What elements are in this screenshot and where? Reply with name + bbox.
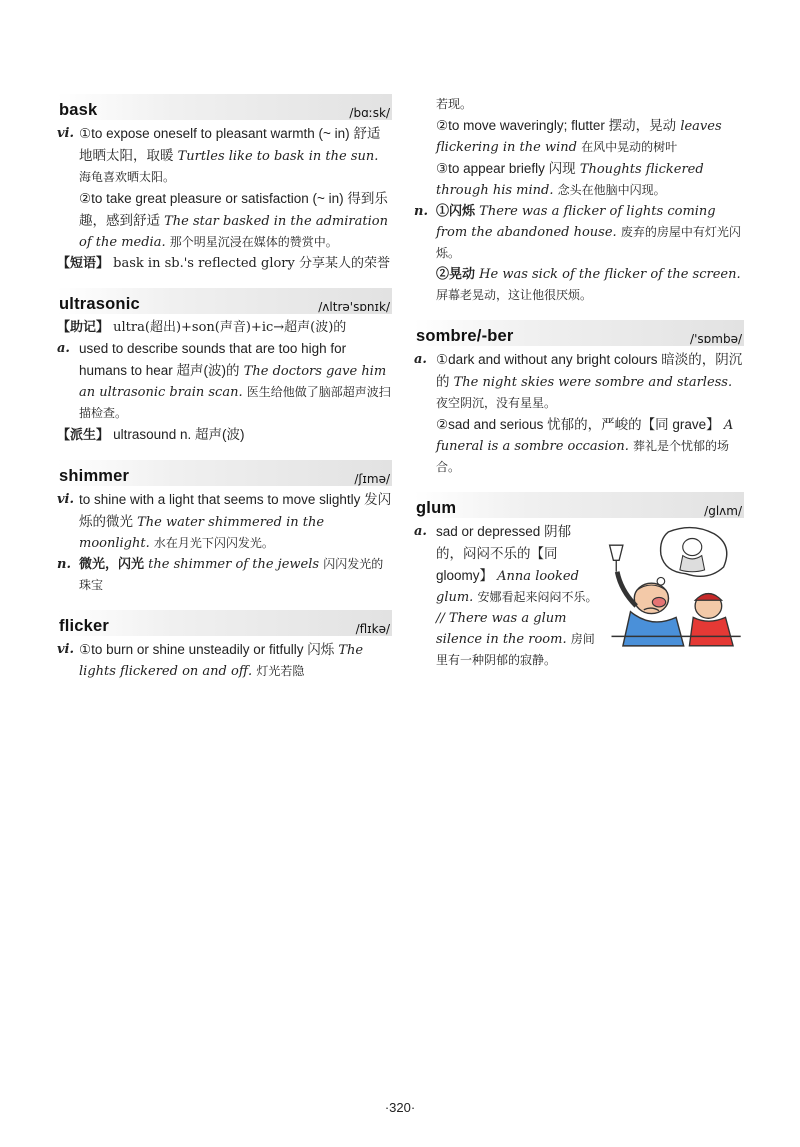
memo-tag: 【助记】 xyxy=(57,320,110,335)
page-number: ·320· xyxy=(384,1100,416,1115)
pronunciation: /bɑːsk/ xyxy=(349,106,390,120)
example-translation: 灯光若隐 xyxy=(256,664,305,678)
headword: flicker xyxy=(59,617,110,635)
definition: used to describe sounds that are too high for humans to hear 超声(波)的 xyxy=(79,341,347,378)
example: Turtles like to bask in the sun. xyxy=(177,149,379,164)
definition: ①闪烁 xyxy=(436,204,476,219)
sense xyxy=(414,158,744,201)
dream-figure-head xyxy=(682,539,701,556)
definition: ②晃动 xyxy=(436,267,476,282)
entry-shimmer xyxy=(57,460,392,596)
entry-header xyxy=(414,492,744,518)
derivative-tag: 【派生】 xyxy=(57,428,110,443)
example-translation: 海龟喜欢晒太阳。 xyxy=(79,170,176,184)
glum-body xyxy=(414,521,744,671)
example: The star basked in the admiration of the media. xyxy=(79,214,388,250)
example: The lights flickered on and off. xyxy=(79,643,364,679)
entry-header xyxy=(57,288,392,314)
entry-flicker xyxy=(57,610,392,682)
definition: ②to move waveringly; flutter 摆动，晃动 xyxy=(436,118,677,133)
sense xyxy=(414,264,744,306)
phrase-text: bask in sb.'s reflected glory 分享某人的荣誉 xyxy=(113,256,390,271)
example-translation: 医生给他做了脑部超声波扫描检查。 xyxy=(79,385,391,420)
example-translation: 若现。 xyxy=(436,97,473,111)
glass xyxy=(609,545,622,560)
example-translation: 水在月光下闪闪发光。 xyxy=(153,536,274,550)
part-of-speech: vi. xyxy=(57,492,75,507)
memo-text: ultra(超出)+son(声音)+ic→超声(波)的 xyxy=(113,320,347,335)
pronunciation: /ʃɪmə/ xyxy=(354,472,390,486)
definition: ①to expose oneself to pleasant warmth (~ in) 舒适地晒太阳，取暖 xyxy=(79,126,381,163)
entry-glum xyxy=(414,492,744,671)
glum-arm xyxy=(617,572,636,606)
derivative-note xyxy=(57,424,392,446)
definition: ③to appear briefly 闪现 xyxy=(436,161,576,176)
example-translation: 废弃的房屋中有灯光闪烁。 xyxy=(436,225,741,260)
definition: 微光，闪光 xyxy=(79,557,145,572)
definition: ②sad and serious 忧郁的，严峻的【同 grave】 xyxy=(436,417,720,432)
example: leaves flickering in the wind xyxy=(436,119,722,155)
example: There was a glum silence in the room. xyxy=(436,611,567,647)
separator: // xyxy=(436,611,445,626)
example-translation: 葬礼是个忧郁的场合。 xyxy=(436,439,729,474)
example-translation: 夜空阴沉，没有星星。 xyxy=(436,396,557,410)
sense xyxy=(414,349,744,414)
part-of-speech: vi. xyxy=(57,642,75,657)
second-body xyxy=(689,617,733,646)
derivative-text: ultrasound n. 超声(波) xyxy=(113,427,245,442)
headword: sombre/-ber xyxy=(416,327,514,345)
example: The night skies were sombre and starless. xyxy=(453,375,733,390)
example: He was sick of the flicker of the screen. xyxy=(479,267,741,282)
example: The doctors gave him an ultrasonic brain scan. xyxy=(79,364,387,400)
headword: glum xyxy=(416,499,457,517)
left-column xyxy=(57,94,392,696)
phrase-note xyxy=(57,253,392,274)
example: The water shimmered in the moonlight. xyxy=(79,515,325,551)
glum-body xyxy=(622,612,683,646)
sense xyxy=(414,521,598,671)
pronunciation: /ʌltrə'sɒnɪk/ xyxy=(318,300,390,314)
part-of-speech: a. xyxy=(57,341,70,356)
pronunciation: /'sɒmbə/ xyxy=(690,332,742,346)
glum-nose xyxy=(652,597,665,607)
pronunciation: /glʌm/ xyxy=(704,504,742,518)
example-translation: 安娜看起来闷闷不乐。 xyxy=(477,590,598,604)
entry-header xyxy=(57,460,392,486)
example: Thoughts flickered through his mind. xyxy=(436,162,704,198)
headword: shimmer xyxy=(59,467,130,485)
headword: bask xyxy=(59,101,98,119)
definition: ②to take great pleasure or satisfaction (~ in) 得到乐趣，感到舒适 xyxy=(79,191,388,228)
entry-ultrasonic xyxy=(57,288,392,446)
example-translation: 那个明星沉浸在媒体的赞赏中。 xyxy=(169,235,338,249)
sense xyxy=(57,188,392,253)
entry-flicker-continued xyxy=(414,94,744,306)
definition: sad or depressed 阴郁的，闷闷不乐的【同 gloomy】 xyxy=(436,524,572,583)
sense xyxy=(57,489,392,554)
sense xyxy=(57,554,392,596)
example-translation: 念头在他脑中闪现。 xyxy=(557,183,666,197)
sense xyxy=(414,115,744,158)
entry-bask xyxy=(57,94,392,274)
pronunciation: /flɪkə/ xyxy=(355,622,390,636)
example: A funeral is a sombre occasion. xyxy=(436,418,734,454)
entry-header xyxy=(57,94,392,120)
definition: ①dark and without any bright colours 暗淡的，阴沉的 xyxy=(436,352,743,389)
sense xyxy=(414,201,744,264)
example: the shimmer of the jewels xyxy=(148,557,320,572)
part-of-speech: n. xyxy=(57,557,71,572)
part-of-speech: a. xyxy=(414,352,427,367)
entry-header xyxy=(57,610,392,636)
part-of-speech: vi. xyxy=(57,126,75,141)
memo-note xyxy=(57,317,392,338)
glum-cartoon-illustration xyxy=(602,521,745,651)
example-translation: 屏幕老晃动，这让他很厌烦。 xyxy=(436,288,593,302)
definition: to shine with a light that seems to move slightly 发闪烁的微光 xyxy=(79,492,392,529)
headword: ultrasonic xyxy=(59,295,140,313)
sense-continuation xyxy=(414,94,744,115)
example-translation: 房间里有一种阴郁的寂静。 xyxy=(436,632,595,667)
example: Anna looked glum. xyxy=(436,569,579,605)
sense xyxy=(414,414,744,478)
part-of-speech: a. xyxy=(414,524,427,539)
second-hat xyxy=(695,594,722,601)
sense xyxy=(57,123,392,188)
sense xyxy=(57,639,392,682)
entry-sombre xyxy=(414,320,744,478)
example-translation: 在风中晃动的树叶 xyxy=(581,140,678,154)
entry-header xyxy=(414,320,744,346)
definition: ①to burn or shine unsteadily or fitfully 闪烁 xyxy=(79,642,335,657)
part-of-speech: n. xyxy=(414,204,428,219)
sense xyxy=(57,338,392,424)
right-column xyxy=(414,94,744,685)
phrase-tag: 【短语】 xyxy=(57,256,110,271)
example-translation: 闪闪发光的珠宝 xyxy=(79,557,384,592)
example: There was a flicker of lights coming from the abandoned house. xyxy=(436,204,716,240)
